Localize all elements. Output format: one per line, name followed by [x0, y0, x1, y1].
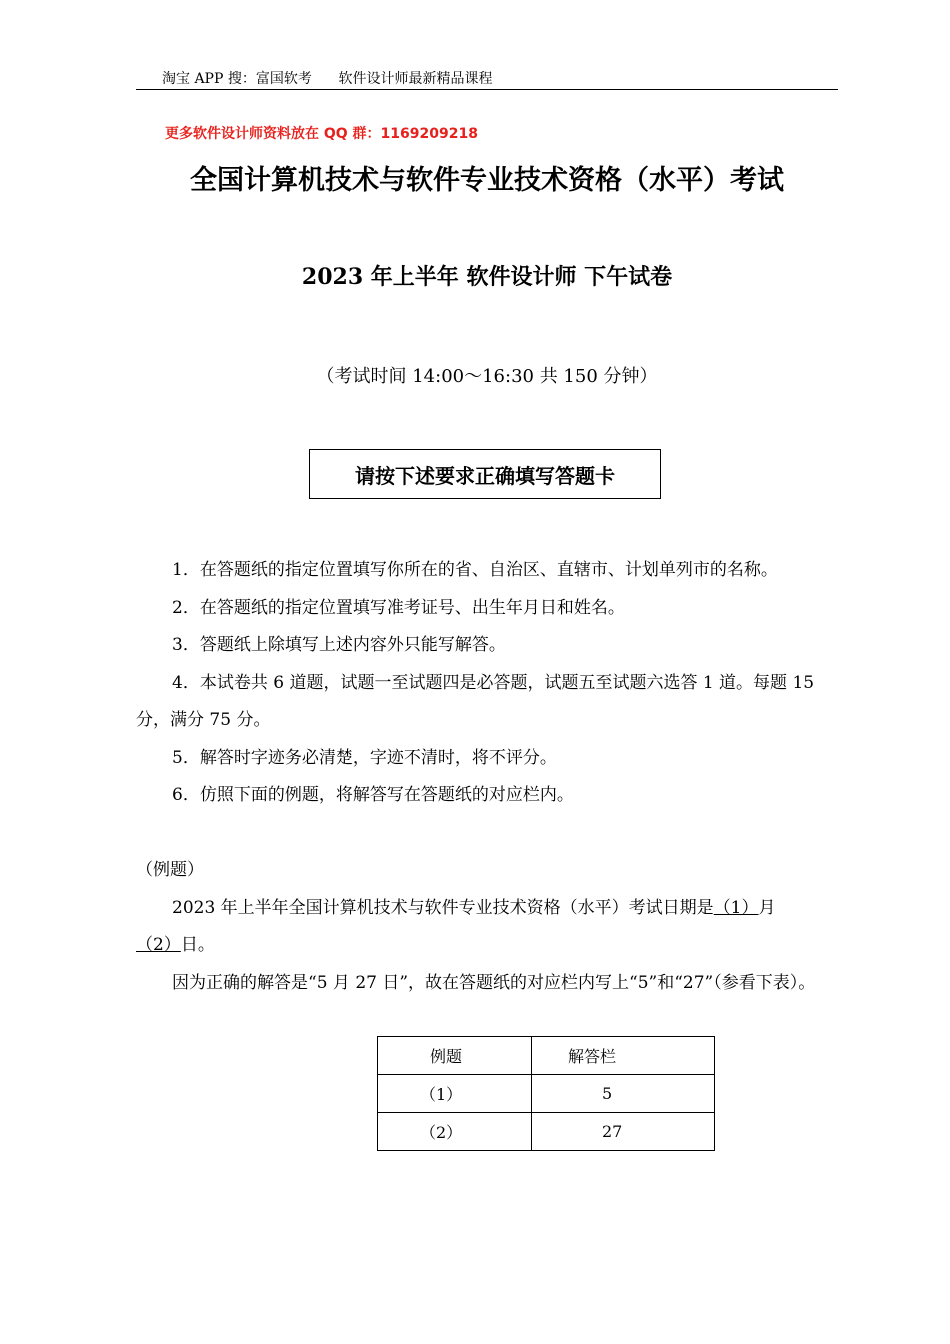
table-row: [378, 1113, 715, 1151]
header-divider: [136, 89, 838, 90]
example-question-part2: 月: [758, 897, 776, 918]
promo-text: 更多软件设计师资料放在 QQ 群：1169209218: [165, 126, 478, 142]
notice-text: 请按下述要求正确填写答题卡: [355, 463, 615, 488]
example-question-part3: 日。: [180, 935, 215, 955]
exam-time: （考试时间 14:00～16:30 共 150 分钟）: [316, 366, 658, 387]
table-cell: 5: [532, 1075, 715, 1113]
answer-table: [377, 1036, 715, 1151]
table-row: [378, 1075, 715, 1113]
exam-title: 全国计算机技术与软件专业技术资格（水平）考试: [190, 165, 784, 196]
rule-item: 2．在答题纸的指定位置填写准考证号、出生年月日和姓名。: [172, 597, 625, 618]
table-header-cell: 解答栏: [532, 1037, 715, 1075]
rules-list: [136, 552, 838, 815]
paper-title: 2023 年上半年 软件设计师 下午试卷: [301, 264, 673, 290]
example-explanation: 因为正确的解答是“5 月 27 日”，故在答题纸的对应栏内写上“5”和“27”（参看下表）。: [172, 972, 816, 993]
table-cell: （1）: [378, 1075, 532, 1113]
rule-item: 4．本试卷共 6 道题，试题一至试题四是必答题，试题五至试题六选答 1 道。每题 15 分，满分 75 分。: [136, 672, 815, 730]
rule-item: 6．仿照下面的例题，将解答写在答题纸的对应栏内。: [172, 785, 574, 805]
rule-item: 5．解答时字迹务必清楚，字迹不清时，将不评分。: [172, 747, 557, 768]
table-cell: （2）: [378, 1113, 532, 1151]
example-blank-2: （2）: [136, 935, 181, 955]
example-blank-1: （1）: [713, 897, 759, 918]
example-question: [136, 890, 838, 965]
table-header-row: [378, 1037, 715, 1075]
example-section: [136, 852, 838, 1002]
table-header-cell: 例题: [378, 1037, 532, 1075]
page-header: 淘宝 APP 搜：富国软考 软件设计师最新精品课程: [162, 71, 493, 87]
example-label: （例题）: [136, 860, 204, 880]
example-question-part1: 2023 年上半年全国计算机技术与软件专业技术资格（水平）考试日期是: [172, 897, 714, 918]
table-cell: 27: [532, 1113, 715, 1151]
notice-box: [309, 449, 661, 499]
rule-item: 3．答题纸上除填写上述内容外只能写解答。: [172, 635, 506, 655]
rule-item: 1．在答题纸的指定位置填写你所在的省、自治区、直辖市、计划单列市的名称。: [172, 560, 778, 580]
